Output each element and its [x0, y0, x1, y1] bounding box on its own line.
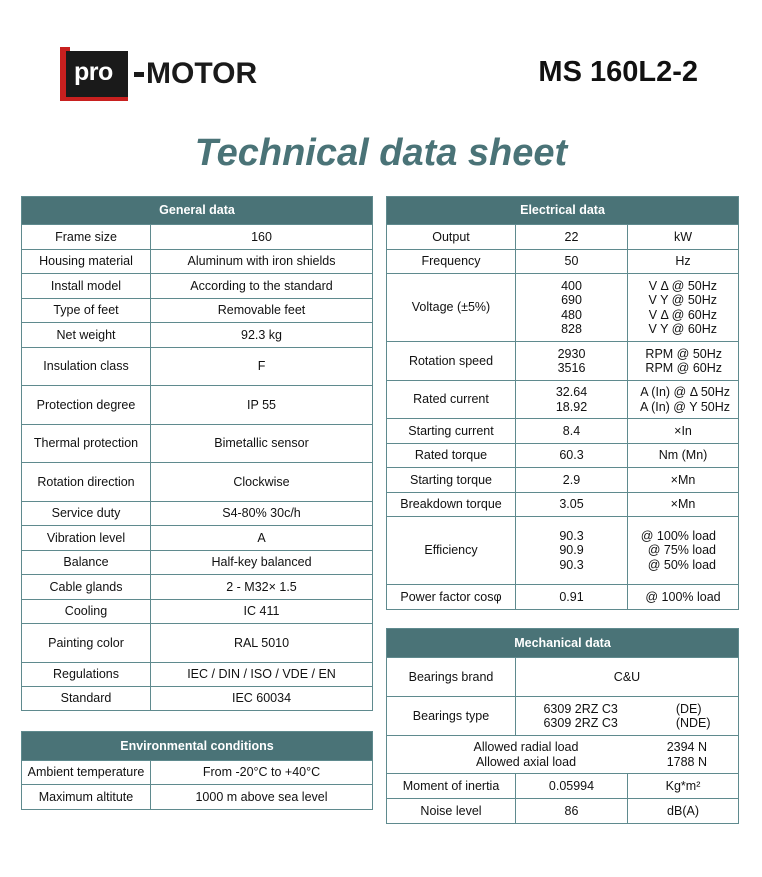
efficiency-value: 90.3: [559, 528, 584, 543]
table-row: [22, 348, 373, 386]
voltage-unit: V Y @ 50Hz: [648, 293, 718, 307]
table-row: [387, 799, 739, 824]
row-value: 3.05: [516, 493, 628, 517]
bearing-model: 6309 2RZ C3: [543, 716, 618, 730]
row-label: Rated torque: [387, 444, 516, 468]
row-units: [628, 381, 739, 419]
row-label: Service duty: [22, 502, 151, 526]
efficiency-unit: @ 50% load: [647, 557, 717, 572]
row-value: 22: [516, 225, 628, 250]
efficiency-value: 90.3: [559, 557, 584, 572]
table-row: [387, 468, 739, 493]
logo-mark: [60, 47, 132, 101]
logo-motor-text: MOTOR: [146, 57, 258, 90]
row-value: Half-key balanced: [151, 551, 373, 575]
row-value: F: [151, 348, 373, 386]
row-label: Regulations: [22, 663, 151, 687]
table-row: [22, 551, 373, 575]
speed-unit: RPM @ 60Hz: [645, 361, 723, 375]
row-value: A: [151, 526, 373, 551]
logo-pro-text: pro: [74, 58, 113, 86]
table-row: [22, 761, 373, 785]
row-label: Frame size: [22, 225, 151, 250]
row-unit: dB(A): [628, 799, 739, 824]
current-value: 18.92: [555, 399, 588, 414]
voltage-unit: V Δ @ 60Hz: [648, 307, 718, 322]
row-label: Starting torque: [387, 468, 516, 493]
logo-dash: [134, 72, 144, 77]
row-units: [628, 517, 739, 585]
model-number: MS 160L2-2: [538, 56, 698, 88]
table-row: [387, 419, 739, 444]
row-label: Efficiency: [387, 517, 516, 585]
row-value: Aluminum with iron shields: [151, 250, 373, 274]
current-value: 32.64: [555, 385, 588, 399]
voltage-value: 480: [561, 307, 582, 322]
row-unit: ×Mn: [628, 493, 739, 517]
mechanical-data-table: [386, 628, 739, 824]
load-label: Allowed axial load: [475, 754, 577, 769]
table-row: [22, 274, 373, 299]
brand-logo: [60, 47, 257, 101]
row-value: 2.9: [516, 468, 628, 493]
bearing-position: (DE): [675, 701, 702, 716]
table-row: [387, 274, 739, 342]
row-units: [628, 274, 739, 342]
table-row: [387, 225, 739, 250]
row-value: 86: [516, 799, 628, 824]
speed-value: 2930: [557, 346, 586, 361]
row-label: Cable glands: [22, 575, 151, 600]
speed-value: 3516: [557, 361, 586, 375]
row-value: 60.3: [516, 444, 628, 468]
table-row: [387, 658, 739, 697]
current-unit: A (In) @ Y 50Hz: [639, 399, 731, 414]
bearing-model: 6309 2RZ C3: [543, 701, 618, 716]
page-title: Technical data sheet: [194, 132, 568, 174]
table-row: [387, 444, 739, 468]
table-row: [22, 250, 373, 274]
row-value: RAL 5010: [151, 624, 373, 663]
general-data-table: [21, 196, 373, 711]
row-unit: kW: [628, 225, 739, 250]
row-value: IC 411: [151, 600, 373, 624]
table-row: [22, 600, 373, 624]
row-units: [628, 342, 739, 381]
row-unit: Hz: [628, 250, 739, 274]
row-values: [516, 342, 628, 381]
efficiency-unit: @ 75% load: [647, 543, 717, 558]
row-label: Ambient temperature: [22, 761, 151, 785]
row-unit: Kg*m²: [628, 774, 739, 799]
row-value: Clockwise: [151, 463, 373, 502]
table-row: [22, 663, 373, 687]
row-values: [516, 517, 628, 585]
table-row: [22, 299, 373, 323]
row-values: [516, 381, 628, 419]
table-row: [22, 225, 373, 250]
table-row: [22, 425, 373, 463]
row-value: 1000 m above sea level: [151, 785, 373, 810]
row-label: Protection degree: [22, 386, 151, 425]
row-value: 160: [151, 225, 373, 250]
environmental-heading: Environmental conditions: [22, 732, 373, 761]
row-label: Bearings type: [387, 697, 516, 736]
current-unit: A (In) @ Δ 50Hz: [640, 385, 731, 399]
row-value: Bimetallic sensor: [151, 425, 373, 463]
row-value: IEC / DIN / ISO / VDE / EN: [151, 663, 373, 687]
row-value: 92.3 kg: [151, 323, 373, 348]
row-label: Power factor cosφ: [387, 585, 516, 610]
row-values: [516, 697, 739, 736]
load-value: 2394 N: [666, 740, 707, 754]
general-data-heading: General data: [22, 197, 373, 225]
table-row: [22, 687, 373, 711]
row-unit: @ 100% load: [628, 585, 739, 610]
row-value: From -20°C to +40°C: [151, 761, 373, 785]
table-row: [387, 381, 739, 419]
table-row: [22, 463, 373, 502]
row-label: Insulation class: [22, 348, 151, 386]
table-row: [387, 342, 739, 381]
row-value: 0.91: [516, 585, 628, 610]
electrical-data-table: [386, 196, 739, 610]
row-label: Maximum altitute: [22, 785, 151, 810]
voltage-unit: V Δ @ 50Hz: [648, 278, 718, 293]
row-value: S4-80% 30c/h: [151, 502, 373, 526]
row-label: Rotation direction: [22, 463, 151, 502]
table-row: [387, 517, 739, 585]
row-label: Net weight: [22, 323, 151, 348]
table-row: [387, 697, 739, 736]
row-label: Starting current: [387, 419, 516, 444]
bearing-position: (NDE): [675, 716, 711, 730]
row-value: IEC 60034: [151, 687, 373, 711]
loads-cell: [387, 736, 739, 774]
row-value: According to the standard: [151, 274, 373, 299]
row-unit: ×In: [628, 419, 739, 444]
row-label: Thermal protection: [22, 425, 151, 463]
table-row: [387, 774, 739, 799]
voltage-unit: V Y @ 60Hz: [648, 322, 718, 336]
load-label: Allowed radial load: [473, 740, 579, 754]
row-value: Removable feet: [151, 299, 373, 323]
row-value: 0.05994: [516, 774, 628, 799]
voltage-value: 400: [561, 278, 582, 293]
table-row: [22, 624, 373, 663]
load-value: 1788 N: [666, 754, 707, 769]
row-label: Frequency: [387, 250, 516, 274]
table-row: [22, 526, 373, 551]
row-label: Install model: [22, 274, 151, 299]
row-unit: Nm (Mn): [628, 444, 739, 468]
row-label: Voltage (±5%): [387, 274, 516, 342]
table-row: [22, 502, 373, 526]
efficiency-value: 90.9: [559, 543, 584, 558]
row-label: Vibration level: [22, 526, 151, 551]
voltage-value: 828: [561, 322, 582, 336]
environmental-table: [21, 731, 373, 810]
row-label: Housing material: [22, 250, 151, 274]
table-row: [22, 323, 373, 348]
row-label: Output: [387, 225, 516, 250]
table-row: [387, 585, 739, 610]
electrical-data-heading: Electrical data: [387, 197, 739, 225]
row-label: Breakdown torque: [387, 493, 516, 517]
table-row: [387, 736, 739, 774]
table-row: [22, 575, 373, 600]
row-label: Bearings brand: [387, 658, 516, 697]
row-label: Painting color: [22, 624, 151, 663]
speed-unit: RPM @ 50Hz: [645, 346, 723, 361]
table-row: [22, 386, 373, 425]
row-value: C&U: [516, 658, 739, 697]
row-label: Rotation speed: [387, 342, 516, 381]
efficiency-unit: @ 100% load: [640, 528, 717, 543]
row-label: Moment of inertia: [387, 774, 516, 799]
row-value: 50: [516, 250, 628, 274]
row-value: 8.4: [516, 419, 628, 444]
row-label: Type of feet: [22, 299, 151, 323]
row-label: Noise level: [387, 799, 516, 824]
row-label: Standard: [22, 687, 151, 711]
row-label: Balance: [22, 551, 151, 575]
mechanical-data-heading: Mechanical data: [387, 629, 739, 658]
row-label: Rated current: [387, 381, 516, 419]
row-values: [516, 274, 628, 342]
row-label: Cooling: [22, 600, 151, 624]
row-unit: ×Mn: [628, 468, 739, 493]
row-value: 2 - M32× 1.5: [151, 575, 373, 600]
table-row: [387, 493, 739, 517]
row-value: IP 55: [151, 386, 373, 425]
voltage-value: 690: [561, 293, 582, 307]
table-row: [22, 785, 373, 810]
table-row: [387, 250, 739, 274]
